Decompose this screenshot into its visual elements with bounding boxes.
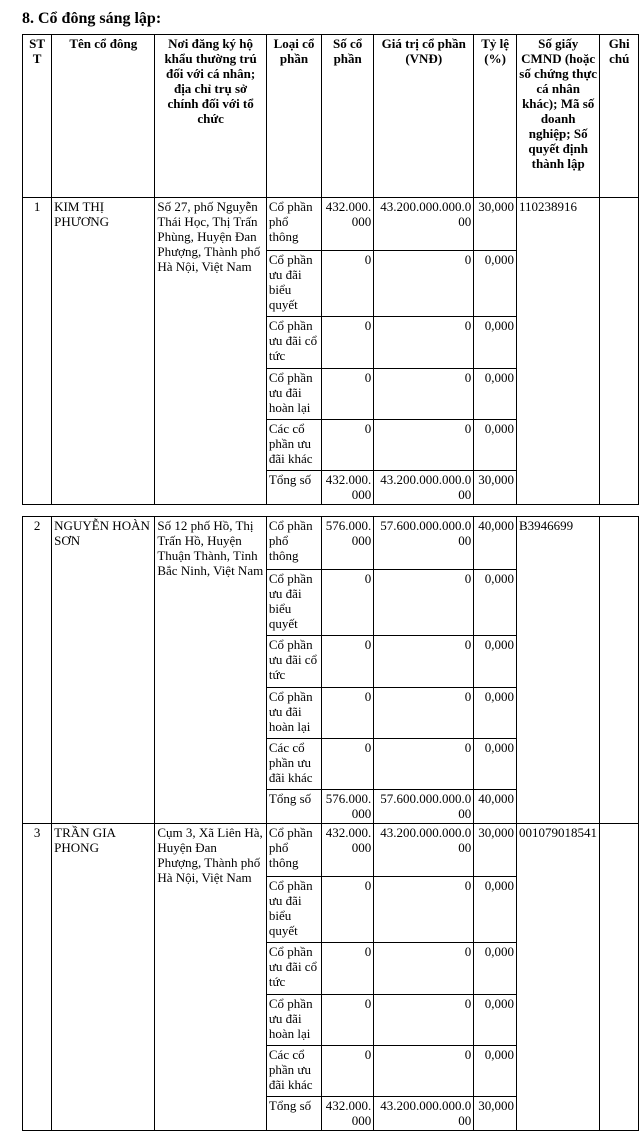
shareholder-table-1: [22, 34, 639, 505]
ratio-cell: 40,000: [474, 517, 517, 570]
shares-cell: 0: [322, 1046, 374, 1097]
ratio-cell: 30,000: [474, 198, 517, 251]
table-row: [23, 198, 639, 251]
ratio-cell: 0,000: [474, 739, 517, 790]
note-cell: [600, 824, 639, 1131]
ratio-cell: 0,000: [474, 688, 517, 739]
type-cell: Cổ phần ưu đãi biểu quyết: [266, 570, 321, 636]
value-cell: 43.200.000.000.000: [374, 198, 474, 251]
shares-cell: 0: [322, 317, 374, 369]
value-cell: 43.200.000.000.000: [374, 471, 474, 505]
header-stt: STT: [23, 35, 52, 198]
value-cell: 0: [374, 317, 474, 369]
value-cell: 0: [374, 1046, 474, 1097]
id-cell: 110238916: [516, 198, 599, 505]
value-cell: 0: [374, 570, 474, 636]
type-cell: Cổ phần ưu đãi biểu quyết: [266, 251, 321, 317]
shares-cell: 432.000.000: [322, 1097, 374, 1131]
shares-cell: 576.000.000: [322, 517, 374, 570]
section-title: 8. Cổ đông sáng lập:: [22, 10, 162, 27]
value-cell: 0: [374, 688, 474, 739]
shares-cell: 0: [322, 369, 374, 420]
ratio-cell: 0,000: [474, 995, 517, 1046]
type-cell: Các cổ phần ưu đãi khác: [266, 1046, 321, 1097]
ratio-cell: 30,000: [474, 471, 517, 505]
ratio-cell: 30,000: [474, 824, 517, 877]
note-cell: [600, 517, 639, 824]
type-cell: Tổng số: [266, 1097, 321, 1131]
type-cell: Cổ phần ưu đãi cổ tức: [266, 636, 321, 688]
type-cell: Cổ phần phổ thông: [266, 824, 321, 877]
ratio-cell: 0,000: [474, 943, 517, 995]
stt-cell: 1: [23, 198, 52, 505]
ratio-cell: 0,000: [474, 1046, 517, 1097]
shares-cell: 0: [322, 739, 374, 790]
value-cell: 0: [374, 369, 474, 420]
name-cell: KIM THỊ PHƯƠNG: [52, 198, 155, 505]
value-cell: 0: [374, 636, 474, 688]
type-cell: Cổ phần phổ thông: [266, 517, 321, 570]
ratio-cell: 30,000: [474, 1097, 517, 1131]
type-cell: Cổ phần ưu đãi hoàn lại: [266, 369, 321, 420]
type-cell: Cổ phần ưu đãi biểu quyết: [266, 877, 321, 943]
ratio-cell: 0,000: [474, 636, 517, 688]
table-row: [23, 824, 639, 877]
ratio-cell: 0,000: [474, 570, 517, 636]
ratio-cell: 0,000: [474, 369, 517, 420]
type-cell: Tổng số: [266, 790, 321, 824]
shares-cell: 576.000.000: [322, 790, 374, 824]
type-cell: Cổ phần ưu đãi hoàn lại: [266, 995, 321, 1046]
type-cell: Các cổ phần ưu đãi khác: [266, 420, 321, 471]
shareholder-table-2: [22, 516, 639, 1131]
shares-cell: 432.000.000: [322, 198, 374, 251]
table-row: [23, 517, 639, 570]
shares-cell: 0: [322, 688, 374, 739]
ratio-cell: 40,000: [474, 790, 517, 824]
address-cell: Số 12 phố Hồ, Thị Trấn Hồ, Huyện Thuận Thành, Tỉnh Bắc Ninh, Việt Nam: [155, 517, 267, 824]
shares-cell: 0: [322, 943, 374, 995]
name-cell: TRẦN GIA PHONG: [52, 824, 155, 1131]
header-note: Ghi chú: [600, 35, 639, 198]
id-cell: B3946699: [516, 517, 599, 824]
value-cell: 43.200.000.000.000: [374, 1097, 474, 1131]
shares-cell: 0: [322, 636, 374, 688]
ratio-cell: 0,000: [474, 317, 517, 369]
header-type: Loại cổ phần: [266, 35, 321, 198]
header-row: [23, 35, 639, 198]
address-cell: Cụm 3, Xã Liên Hà, Huyện Đan Phượng, Thành phố Hà Nội, Việt Nam: [155, 824, 267, 1131]
header-value: Giá trị cổ phần (VNĐ): [374, 35, 474, 198]
value-cell: 0: [374, 420, 474, 471]
shares-cell: 0: [322, 420, 374, 471]
type-cell: Cổ phần ưu đãi cổ tức: [266, 317, 321, 369]
note-cell: [600, 198, 639, 505]
shares-cell: 0: [322, 570, 374, 636]
stt-cell: 3: [23, 824, 52, 1131]
type-cell: Cổ phần phổ thông: [266, 198, 321, 251]
value-cell: 0: [374, 251, 474, 317]
name-cell: NGUYỄN HOÀN SƠN: [52, 517, 155, 824]
value-cell: 57.600.000.000.000: [374, 790, 474, 824]
type-cell: Cổ phần ưu đãi cổ tức: [266, 943, 321, 995]
shares-cell: 432.000.000: [322, 824, 374, 877]
header-id: Số giấy CMND (hoặc số chứng thực cá nhân khác); Mã số doanh nghiệp; Số quyết định thành lập: [516, 35, 599, 198]
id-cell: 001079018541: [516, 824, 599, 1131]
header-shares: Số cổ phần: [322, 35, 374, 198]
type-cell: Tổng số: [266, 471, 321, 505]
value-cell: 43.200.000.000.000: [374, 824, 474, 877]
shares-cell: 0: [322, 995, 374, 1046]
type-cell: Cổ phần ưu đãi hoàn lại: [266, 688, 321, 739]
shares-cell: 432.000.000: [322, 471, 374, 505]
header-name: Tên cổ đông: [52, 35, 155, 198]
ratio-cell: 0,000: [474, 420, 517, 471]
shares-cell: 0: [322, 877, 374, 943]
ratio-cell: 0,000: [474, 877, 517, 943]
shares-cell: 0: [322, 251, 374, 317]
header-address: Nơi đăng ký hộ khẩu thường trú đối với cá nhân; địa chỉ trụ sở chính đối với tổ chức: [155, 35, 267, 198]
ratio-cell: 0,000: [474, 251, 517, 317]
stt-cell: 2: [23, 517, 52, 824]
address-cell: Số 27, phố Nguyễn Thái Học, Thị Trấn Phùng, Huyện Đan Phượng, Thành phố Hà Nội, Việt Nam: [155, 198, 267, 505]
type-cell: Các cổ phần ưu đãi khác: [266, 739, 321, 790]
header-ratio: Tỷ lệ (%): [474, 35, 517, 198]
value-cell: 0: [374, 739, 474, 790]
value-cell: 0: [374, 943, 474, 995]
value-cell: 0: [374, 877, 474, 943]
value-cell: 0: [374, 995, 474, 1046]
value-cell: 57.600.000.000.000: [374, 517, 474, 570]
